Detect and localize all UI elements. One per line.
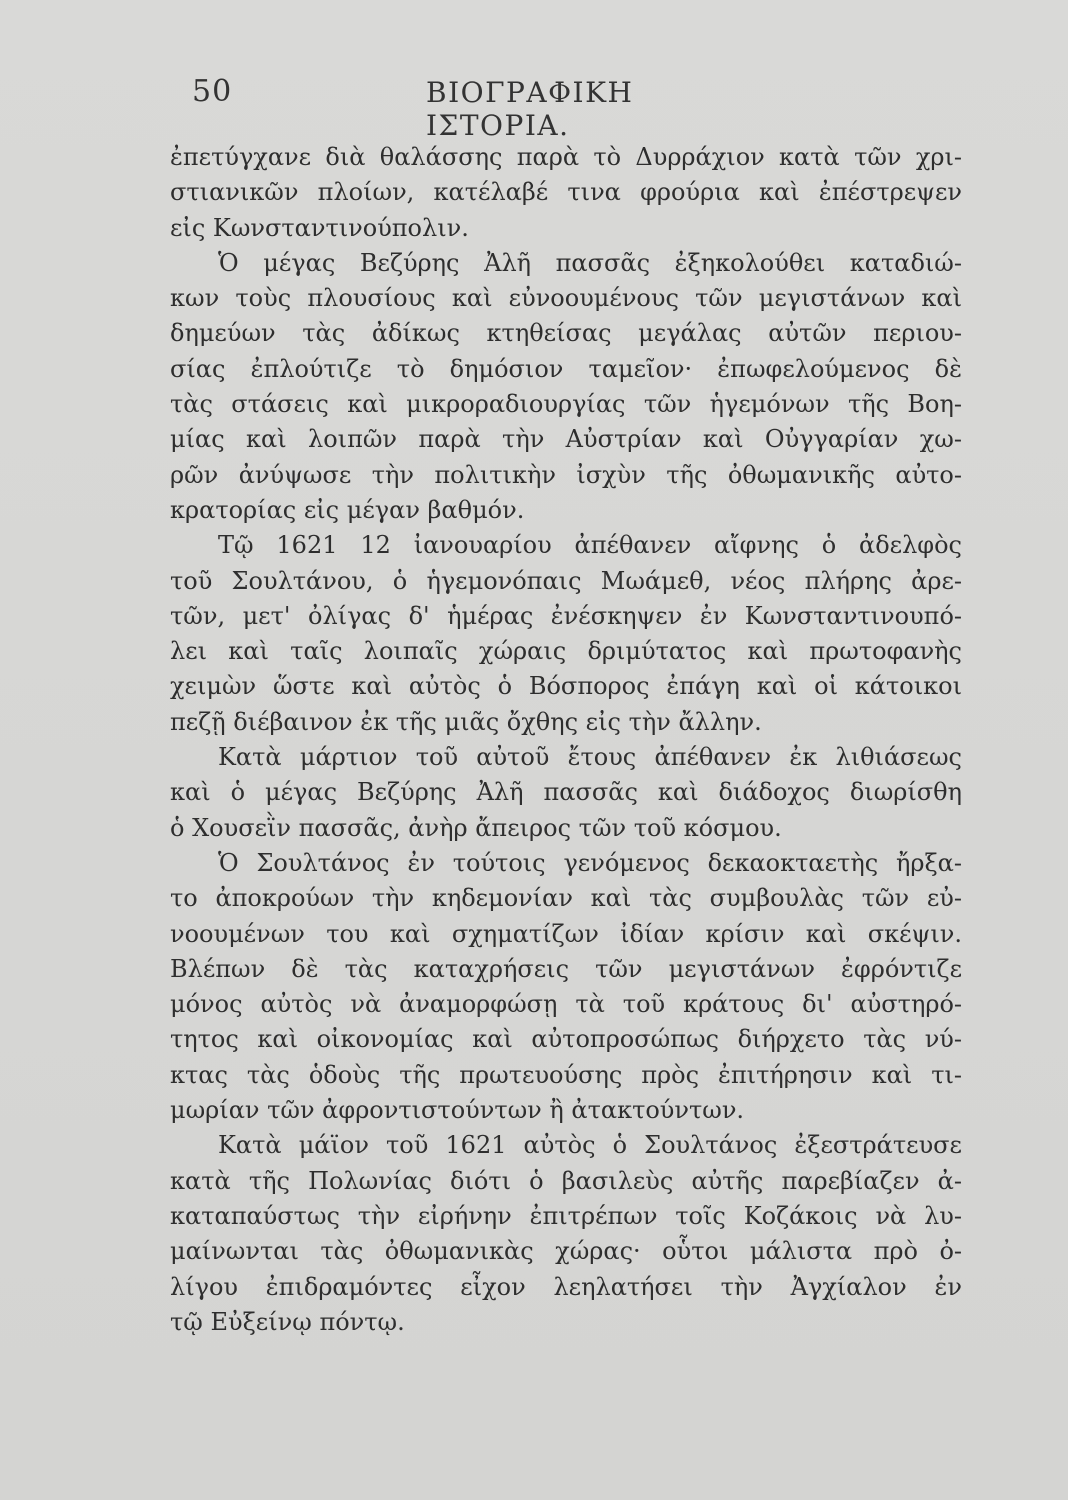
page-header [192,70,772,142]
page-number: 50 [192,74,233,109]
body-text [170,140,962,1340]
text-line: μίας καὶ λοιπῶν παρὰ τὴν Αὐστρίαν καὶ Οὐγγαρίαν χω- [170,425,962,454]
text-line: μόνος αὐτὸς νὰ ἀναμορφώσῃ τὰ τοῦ κράτους δι' αὐστηρό- [170,990,962,1019]
text-line: κων τοὺς πλουσίους καὶ εὐνοουμένους τῶν μεγιστάνων καὶ [170,284,962,313]
text-line: ὁ Χουσεῒν πασσᾶς, ἀνὴρ ἄπειρος τῶν τοῦ κόσμου. [170,813,782,842]
text-line: λίγου ἐπιδραμόντες εἶχον λεηλατήσει τὴν Ἀγχίαλον ἐν [170,1272,962,1301]
text-line: τῷ Εὐξείνῳ πόντῳ. [170,1307,405,1336]
text-line: νοουμένων του καὶ σχηματίζων ἰδίαν κρίσιν καὶ σκέψιν. [170,919,962,948]
text-line: Κατὰ μάρτιον τοῦ αὐτοῦ ἔτους ἀπέθανεν ἐκ λιθιάσεως [218,743,962,772]
text-line: το ἀποκρούων τὴν κηδεμονίαν καὶ τὰς συμβουλὰς τῶν εὐ- [170,884,962,913]
text-line: χειμὼν ὥστε καὶ αὐτὸς ὁ Βόσπορος ἐπάγη καὶ οἱ κάτοικοι [170,672,962,701]
text-line: Τῷ 1621 12 ἰανουαρίου ἀπέθανεν αἴφνης ὁ ἀδελφὸς [218,531,962,560]
text-line: σίας ἐπλούτιζε τὸ δημόσιον ταμεῖον· ἐπωφελούμενος δὲ [170,354,962,383]
text-line: καταπαύστως τὴν εἰρήνην ἐπιτρέπων τοῖς Κοζάκοις νὰ λυ- [170,1201,962,1230]
text-line: Κατὰ μάϊον τοῦ 1621 αὐτὸς ὁ Σουλτάνος ἐξεστράτευσε [218,1131,962,1160]
text-line: κατὰ τῆς Πολωνίας διότι ὁ βασιλεὺς αὐτῆς παρεβίαζεν ἀ- [170,1166,962,1195]
text-line: λει καὶ ταῖς λοιπαῖς χώραις δριμύτατος καὶ πρωτοφανὴς [170,637,962,666]
text-line: δημεύων τὰς ἀδίκως κτηθείσας μεγάλας αὐτῶν περιου- [170,319,962,348]
text-line: μαίνωνται τὰς ὀθωμανικὰς χώρας· οὗτοι μάλιστα πρὸ ὀ- [170,1237,962,1266]
text-line: κτας τὰς ὁδοὺς τῆς πρωτευούσης πρὸς ἐπιτήρησιν καὶ τι- [170,1060,962,1089]
text-line: ρῶν ἀνύψωσε τὴν πολιτικὴν ἰσχὺν τῆς ὀθωμανικῆς αὐτο- [170,460,962,489]
text-line: Ὁ Σουλτάνος ἐν τούτοις γενόμενος δεκαοκταετὴς ἤρξα- [218,848,962,877]
text-line: ἐπετύγχανε διὰ θαλάσσης παρὰ τὸ Δυρράχιον κατὰ τῶν χρι- [170,143,962,171]
text-line: μωρίαν τῶν ἀφροντιστούντων ἢ ἀτακτούντων. [170,1096,745,1125]
running-title: ΒΙΟΓΡΑΦΙΚΗ ΙΣΤΟΡΙΑ. [426,76,634,142]
text-line: κρατορίας εἰς μέγαν βαθμόν. [170,495,525,524]
text-line: καὶ ὁ μέγας Βεζύρης Ἀλῆ πασσᾶς καὶ διάδοχος διωρίσθη [170,778,962,807]
text-line: Ὁ μέγας Βεζύρης Ἀλῆ πασσᾶς ἐξηκολούθει καταδιώ- [218,248,962,277]
text-line: τὰς στάσεις καὶ μικροραδιουργίας τῶν ἡγεμόνων τῆς Βοη- [170,390,962,419]
text-line: Βλέπων δὲ τὰς καταχρήσεις τῶν μεγιστάνων ἐφρόντιζε [170,954,962,983]
text-line: τητος καὶ οἰκονομίας καὶ αὐτοπροσώπως διήρχετο τὰς νύ- [170,1025,962,1054]
text-line: στιανικῶν πλοίων, κατέλαβέ τινα φρούρια καὶ ἐπέστρεψεν [170,178,962,207]
text-line: πεζῇ διέβαινον ἐκ τῆς μιᾶς ὄχθης εἰς τὴν ἄλλην. [170,707,762,736]
text-line: τῶν, μετ' ὀλίγας δ' ἡμέρας ἐνέσκηψεν ἐν Κωνσταντινουπό- [170,601,962,630]
text-line: τοῦ Σουλτάνου, ὁ ἡγεμονόπαις Μωάμεθ, νέος πλήρης ἀρε- [170,566,962,595]
text-line: εἰς Κωνσταντινούπολιν. [170,213,469,242]
